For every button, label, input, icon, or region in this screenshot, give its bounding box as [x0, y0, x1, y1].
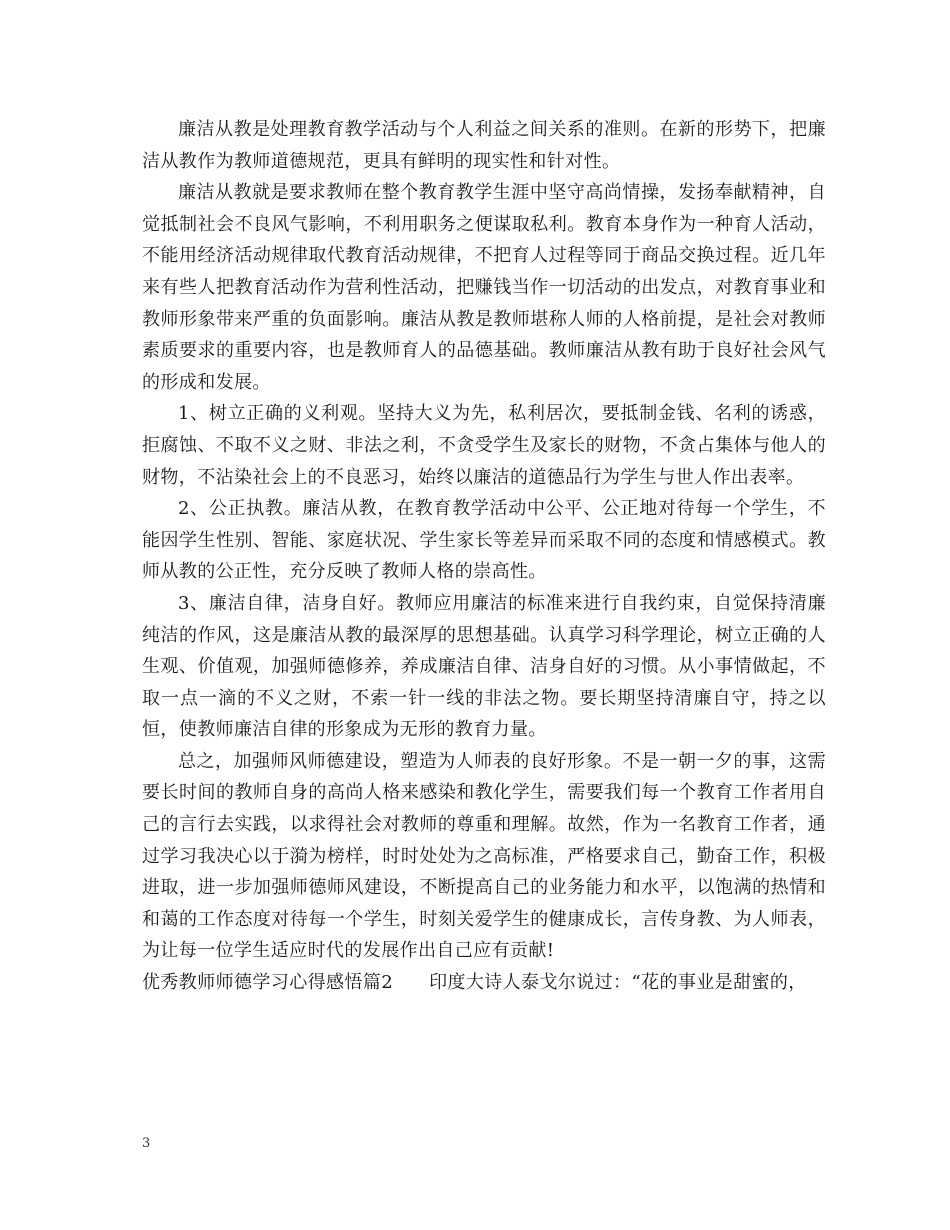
paragraph-2: 廉洁从教就是要求教师在整个教育教学生涯中坚守高尚情操，发扬奉献精神，自觉抵制社会不良风气影响，不利用职务之便谋取私利。教育本身作为一种育人活动，不能用经济活动规律取代教育活动规律，不把育人过程等同于商品交换过程。近几年来有些人把教育活动作为营利性活动，把赚钱当作一切活动的出发点，对教育事业和教师形象带来严重的负面影响。廉洁从教是教师堪称人师的人格前提，是社会对教师素质要求的重要内容，也是教师育人的品德基础。教师廉洁从教有助于良好社会风气的形成和发展。: [142, 182, 826, 393]
page-number: 3: [142, 1136, 151, 1151]
paragraph-6: 总之，加强师风师德建设，塑造为人师表的良好形象。不是一朝一夕的事，这需要长时间的教师自身的高尚人格来感染和教化学生，需要我们每一个教育工作者用自己的言行去实践，以求得社会对教师的尊重和理解。故然，作为一名教育工作者，通过学习我决心以于漪为榜样，时时处处为之高标准，严格要求自己，勤奋工作，积极进取，进一步加强师德师风建设，不断提高自己的业务能力和水平，以饱满的热情和和蔼的工作态度对待每一个学生，时刻关爱学生的健康成长，言传身教、为人师表，为让每一位学生适应时代的发展作出自己应有贡献!: [142, 750, 826, 962]
section-heading-line: [142, 967, 826, 999]
section-opening-text: 印度大诗人泰戈尔说过：“花的事业是甜蜜的，: [429, 972, 807, 994]
paragraph-4: 2、公正执教。廉洁从教，在教育教学活动中公平、公正地对待每一个学生，不能因学生性别、智能、家庭状况、学生家长等差异而采取不同的态度和情感模式。教师从教的公正性，充分反映了教师人格的崇高性。: [142, 498, 826, 583]
section-title: 优秀教师师德学习心得感悟篇2: [142, 972, 394, 994]
paragraph-1: 廉洁从教是处理教育教学活动与个人利益之间关系的准则。在新的形势下，把廉洁从教作为教师道德规范，更具有鲜明的现实性和针对性。: [142, 119, 826, 172]
paragraph-5: 3、廉洁自律，洁身自好。教师应用廉洁的标准来进行自我约束，自觉保持清廉纯洁的作风，这是廉洁从教的最深厚的思想基础。认真学习科学理论，树立正确的人生观、价值观，加强师德修养，养成廉洁自律、洁身自好的习惯。从小事情做起，不取一点一滴的不义之财，不索一针一线的非法之物。要长期坚持清廉自守，持之以恒，使教师廉洁自律的形象成为无形的教育力量。: [142, 592, 826, 741]
paragraph-3: 1、树立正确的义利观。坚持大义为先，私利居次，要抵制金钱、名利的诱惑，拒腐蚀、不取不义之财、非法之利，不贪受学生及家长的财物，不贪占集体与他人的财物，不沾染社会上的不良恶习，始终以廉洁的道德品行为学生与世人作出表率。: [142, 403, 826, 488]
document-body: [142, 114, 826, 999]
